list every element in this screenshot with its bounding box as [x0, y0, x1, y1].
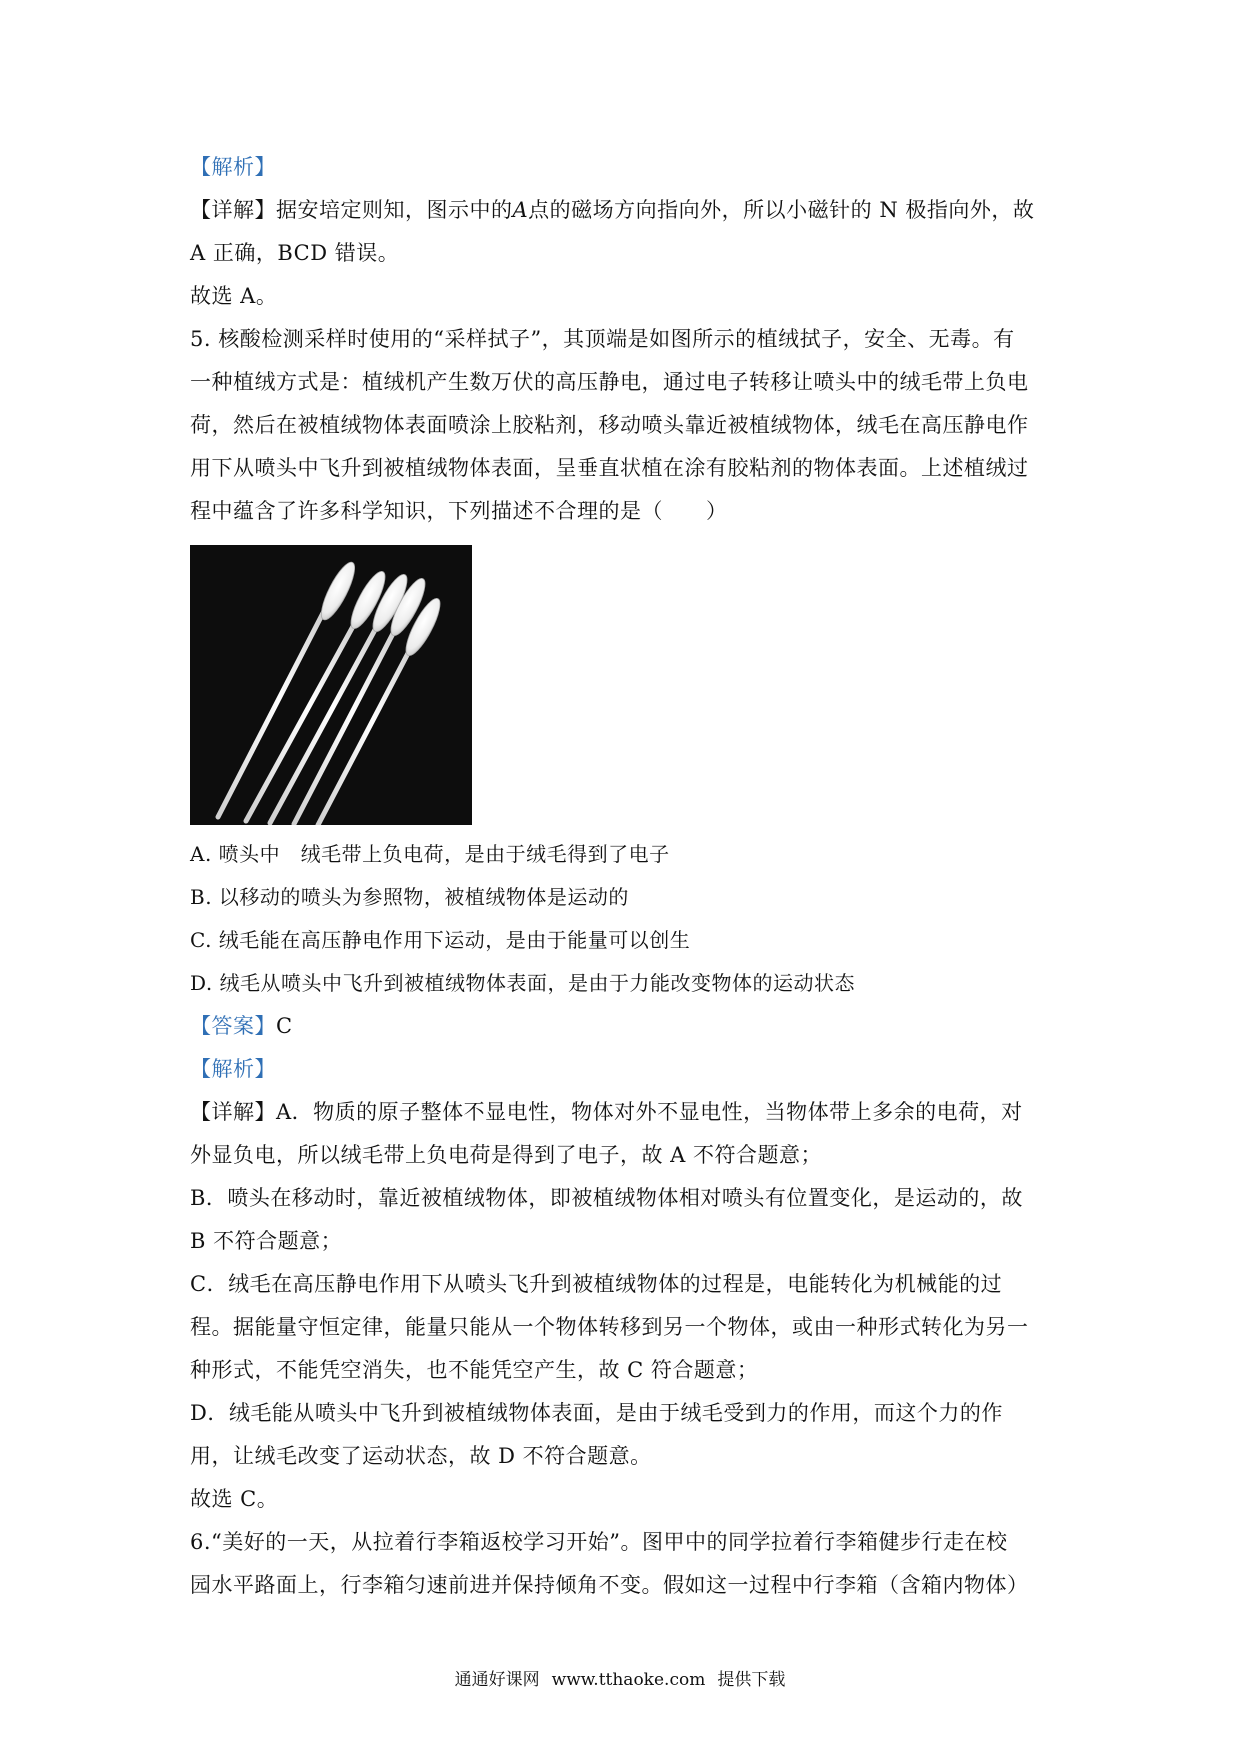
detail-tag: 【详解】 [190, 198, 276, 222]
question-stem-line: 程中蕴含了许多科学知识，下列描述不合理的是（ ） [190, 499, 728, 523]
option-d: D. 绒毛从喷头中飞升到被植绒物体表面，是由于力能改变物体的运动状态 [190, 971, 856, 995]
point-variable: A [512, 198, 529, 222]
analysis-tag: 【解析】 [190, 155, 276, 179]
answer-value: C [276, 1014, 293, 1038]
swab-photo [190, 545, 472, 825]
footer-site-url[interactable]: www.tthaoke.com [551, 1670, 706, 1690]
option-b: B. 以移动的喷头为参照物，被植绒物体是运动的 [190, 885, 629, 909]
conclusion-line: 故选 A。 [190, 284, 278, 308]
detail-line [190, 189, 1060, 232]
footer-site-name: 通通好课网 [454, 1670, 540, 1690]
detail-line [190, 1091, 1060, 1134]
analysis-tag-line [190, 1048, 1060, 1091]
detail-line: 用，让绒毛改变了运动状态，故 D 不符合题意。 [190, 1444, 652, 1468]
detail-line: 种形式，不能凭空消失，也不能凭空产生，故 C 符合题意； [190, 1358, 759, 1382]
detail-text: A．物质的原子整体不显电性，物体对外不显电性，当物体带上多余的电荷，对 [276, 1100, 1023, 1124]
detail-text: 点的磁场方向指向外，所以小磁针的 N 极指向外，故 [528, 198, 1035, 222]
question-stem-line: 园水平路面上，行李箱匀速前进并保持倾角不变。假如这一过程中行李箱（含箱内物体） [190, 1573, 1029, 1597]
option-a: A. 喷头中 绒毛带上负电荷，是由于绒毛得到了电子 [190, 842, 670, 866]
detail-text: 据安培定则知，图示中的 [276, 198, 513, 222]
option-c: C. 绒毛能在高压静电作用下运动，是由于能量可以创生 [190, 928, 691, 952]
detail-line: D．绒毛能从喷头中飞升到被植绒物体表面，是由于绒毛受到力的作用，而这个力的作 [190, 1401, 1003, 1425]
detail-line: 外显负电，所以绒毛带上负电荷是得到了电子，故 A 不符合题意； [190, 1143, 823, 1167]
detail-tag: 【详解】 [190, 1100, 276, 1124]
question-stem-line: 6.“美好的一天，从拉着行李箱返校学习开始”。图甲中的同学拉着行李箱健步行走在校 [190, 1530, 1008, 1554]
analysis-tag: 【解析】 [190, 1057, 276, 1081]
detail-line: A 正确，BCD 错误。 [190, 241, 400, 265]
detail-line: C．绒毛在高压静电作用下从喷头飞升到被植绒物体的过程是，电能转化为机械能的过 [190, 1272, 1003, 1296]
answer-tag: 【答案】 [190, 1014, 276, 1038]
page-content [190, 146, 1060, 1607]
page-footer [0, 1668, 1240, 1692]
question-stem-line: 荷，然后在被植绒物体表面喷涂上胶粘剂，移动喷头靠近被植绒物体，绒毛在高压静电作 [190, 413, 1029, 437]
conclusion-line: 故选 C。 [190, 1487, 279, 1511]
detail-line: 程。据能量守恒定律，能量只能从一个物体转移到另一个物体，或由一种形式转化为另一 [190, 1315, 1029, 1339]
footer-download-text: 提供下载 [717, 1670, 786, 1690]
analysis-tag-line [190, 146, 1060, 189]
question-stem-line: 一种植绒方式是：植绒机产生数万伏的高压静电，通过电子转移让喷头中的绒毛带上负电 [190, 370, 1029, 394]
detail-line: B．喷头在移动时，靠近被植绒物体，即被植绒物体相对喷头有位置变化，是运动的，故 [190, 1186, 1023, 1210]
detail-line: B 不符合题意； [190, 1229, 343, 1253]
question-stem-line: 用下从喷头中飞升到被植绒物体表面，呈垂直状植在涂有胶粘剂的物体表面。上述植绒过 [190, 456, 1029, 480]
answer-line [190, 1005, 1060, 1048]
swab-illustration [190, 545, 472, 825]
question-stem-line: 5. 核酸检测采样时使用的“采样拭子”，其顶端是如图所示的植绒拭子，安全、无毒。有 [190, 327, 1015, 351]
